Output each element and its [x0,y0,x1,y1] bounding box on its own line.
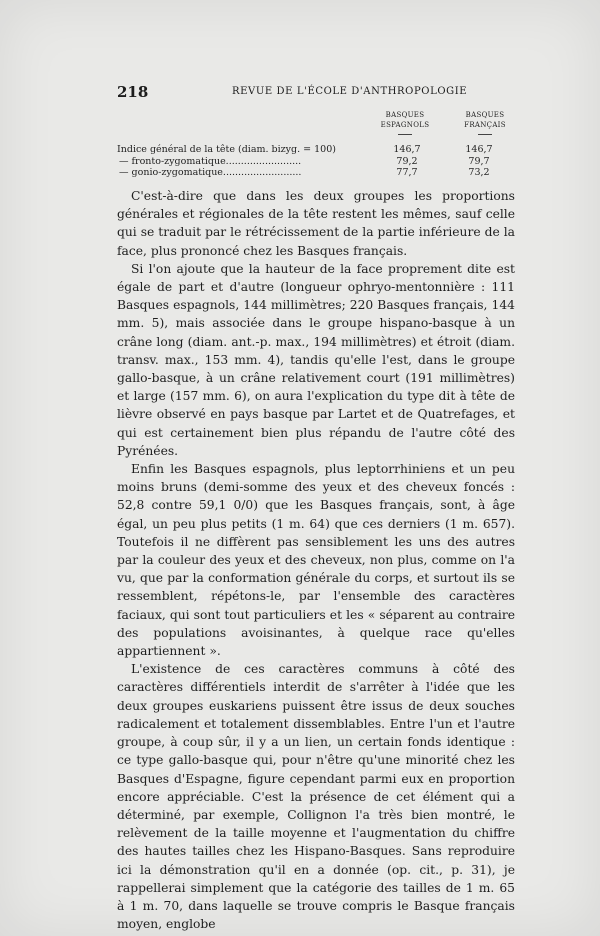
paragraph: Si l'on ajoute que la hauteur de la face proprement dite est égale de part et d'autre (longueur ophryo-mentonnière : 111 Basques espagnols, 144 millimètres; 220 Basques français, 144 mm. 5), mais associée dans le groupe hispano-basque à un crâne long (diam. ant.-p. max., 194 millimètres) et étroit (diam. transv. max., 153 mm. 4), tandis qu'elle l'est, dans le groupe gallo-basque, à un crâne relativement court (191 millimètres) et large (157 mm. 6), on aura l'explication du type dit à tête de lièvre observé en pays basque par Lartet et de Quatrefages, et qui est certainement bien plus répandu de l'autre côté des Pyrénées. [117,261,515,458]
paragraph: L'existence de ces caractères communs à côté des caractères différentiels interdit de s'arrêter à l'idée que les deux groupes euskariens puissent être issus de deux souches radicalement et totalement dissemblables. Entre l'un et l'autre groupe, à coup sûr, il y a un lien, un certain fonds identique : ce type gallo-basque qui, pour n'être qu'une minorité chez les Basques d'Espagne, figure cependant parmi eux en proportion encore appréciable. C'est la présence de cet élément qui a déterminé, par exemple, Collignon l'a très bien montré, le relèvement de la taille moyenne et l'augmentation du chiffre des hautes tailles chez les Hispano-Basques. Sans reproduire ici la démonstration qu'il en a donnée (op. cit., p. 31), je rappellerai simplement que la catégorie des tailles de 1 m. 65 à 1 m. 70, dans laquelle se trouve compris le Basque français moyen, englobe [117,662,515,932]
page-header [117,83,517,103]
value-francais: 79,7 [468,156,490,167]
column-header-espagnols [370,110,440,130]
row-label: Indice général de la tête (diam. bizyg. = 100) [117,144,336,155]
table-row [117,167,527,179]
paragraph: Enfin les Basques espagnols, plus leptorrhiniens et un peu moins bruns (demi-somme des yeux et des cheveux foncés : 52,8 contre 59,1 0/0) que les Basques français, sont, à âge égal, un peu plus petits (1 m. 64) que ces derniers (1 m. 657). Toutefois il ne diffèrent pas sensiblement les uns des autres par la couleur des yeux et des cheveux, non plus, comme on l'a vu, que par la conformation générale du corps, et surtout ils se ressemblent, répétons-le, par l'ensemble des caractères faciaux, qui sont tout particuliers et les « séparent au contraire des populations avoisinantes, à quelque race qu'elles appartiennent ». [117,462,515,659]
running-title: REVUE DE L'ÉCOLE D'ANTHROPOLOGIE [232,86,468,97]
value-espagnols: 146,7 [393,144,421,155]
value-francais: 73,2 [468,167,490,178]
paragraph: C'est-à-dire que dans les deux groupes les proportions générales et régionales de la tête restent les mêmes, sauf celle qui se traduit par le rétrécissement de la partie inférieure de la face, plus prononcé chez les Basques français. [117,189,515,258]
row-label: — gonio-zygomatique.......................... [119,167,302,178]
column-header-line1: BASQUES [385,111,425,119]
body-text [117,187,515,933]
column-header-francais [450,110,520,130]
page-number: 218 [117,83,149,101]
table-row [117,144,527,156]
column-rule [478,134,492,135]
column-header-line2: FRANÇAIS [464,121,506,129]
column-rule [398,134,412,135]
row-label: — fronto-zygomatique......................... [119,156,302,167]
value-francais: 146,7 [465,144,493,155]
value-espagnols: 79,2 [396,156,418,167]
column-header-line2: ESPAGNOLS [380,121,430,129]
column-header-line1: BASQUES [465,111,505,119]
value-espagnols: 77,7 [396,167,418,178]
